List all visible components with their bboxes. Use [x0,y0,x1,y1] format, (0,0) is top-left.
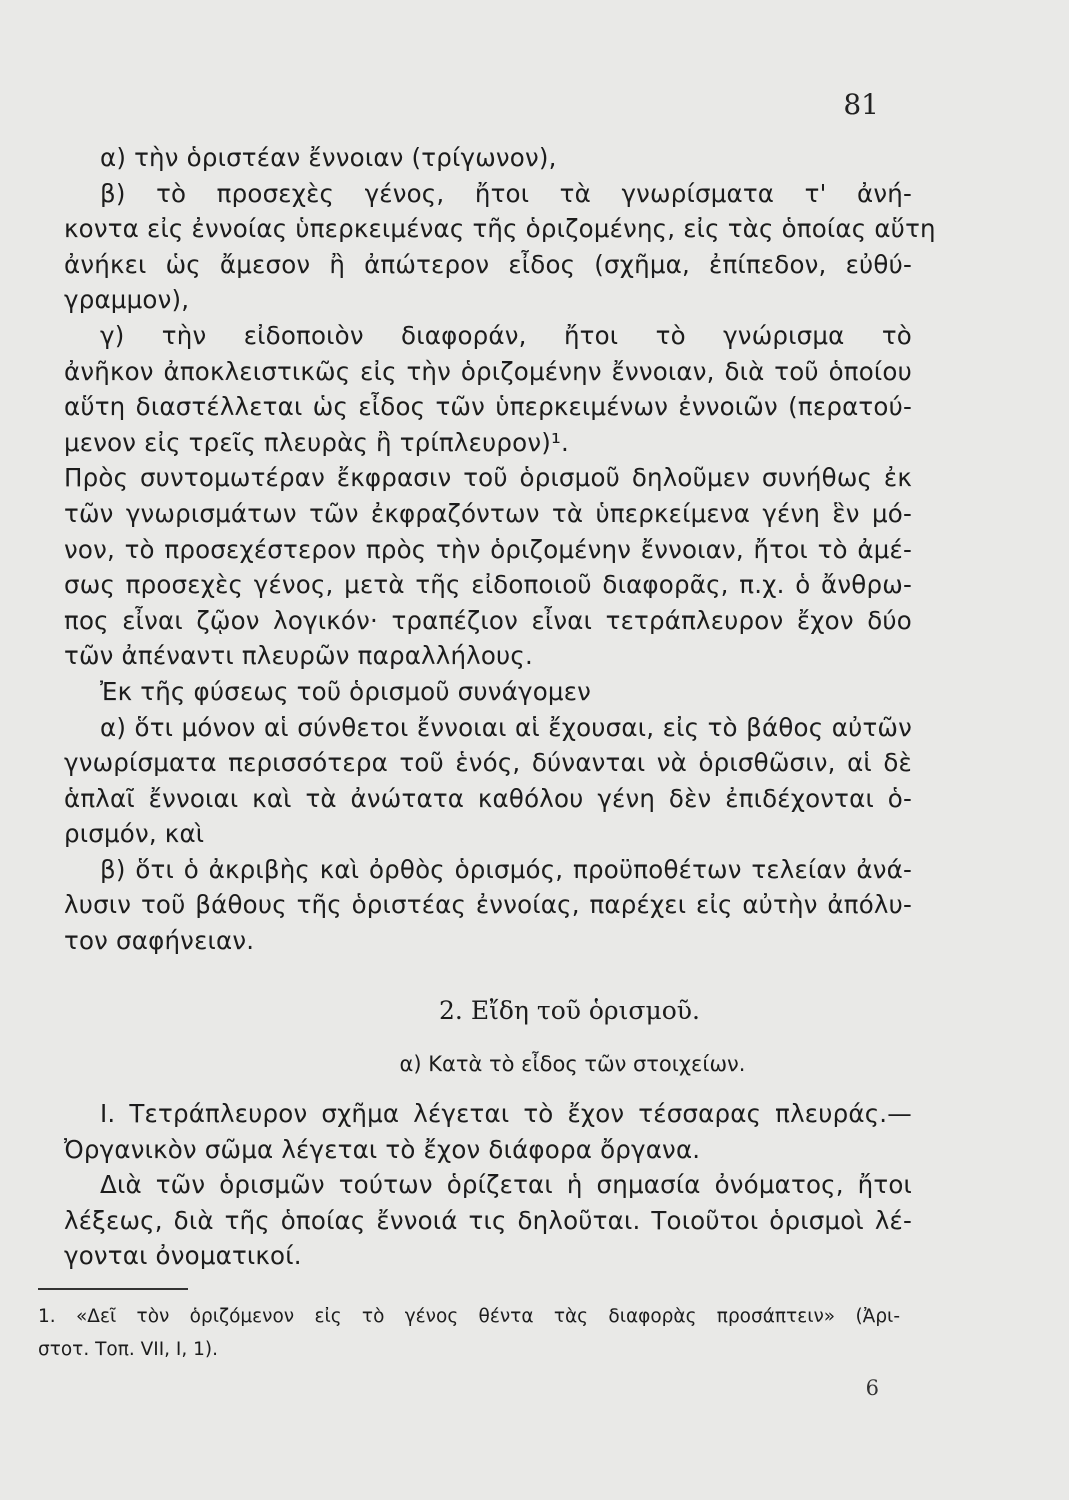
main-text [64,140,936,959]
text-line: Διὰ τῶν ὁρισμῶν τούτων ὁρίζεται ἡ σημασία ὀνόματος, ἤτοι [100,1170,912,1200]
footnote-line: στοτ. Τοπ. VII, I, 1). [38,1339,219,1360]
text-line: ἀνῆκον ἀποκλειστικῶς εἰς τὴν ὁριζομένην ἔννοιαν, διὰ τοῦ ὁποίου [64,356,912,386]
section-text [64,1096,912,1274]
text-line: ἁπλαῖ ἔννοιαι καὶ τὰ ἀνώτατα καθόλου γένη δὲν ἐπιδέχονται ὁ- [64,783,912,813]
text-line: πος εἶναι ζῷον λογικόν· τραπέζιον εἶναι τετράπλευρον ἔχον δύο [64,605,912,635]
page-number: 81 [843,88,879,121]
text-line: αὕτη διαστέλλεται ὡς εἶδος τῶν ὑπερκειμένων ἐννοιῶν (περατού- [64,392,912,422]
text-line: I. Τετράπλευρον σχῆμα λέγεται τὸ ἔχον τέσσαρας πλευράς.— [100,1099,912,1128]
footnote-divider [38,1288,188,1290]
text-line: νον, τὸ προσεχέστερον πρὸς τὴν ὁριζομένην ἔννοιαν, ἤτοι τὸ ἀμέ- [64,534,912,564]
footnote [38,1300,900,1366]
text-line: μενον εἰς τρεῖς πλευρὰς ἢ τρίπλευρον)¹. [64,427,569,457]
text-line: β) τὸ προσεχὲς γένος, ἤτοι τὰ γνωρίσματα τ' ἀνή- [100,178,912,208]
text-line: γονται ὀνοματικοί. [64,1241,302,1271]
text-line: Πρὸς συντομωτέραν ἔκφρασιν τοῦ ὁρισμοῦ δηλοῦμεν συνήθως ἐκ [64,463,912,493]
text-line: γ) τὴν εἰδοποιὸν διαφοράν, ἤτοι τὸ γνώρισμα τὸ [100,320,912,350]
text-line: τον σαφήνειαν. [64,926,255,956]
text-line: ἀνήκει ὡς ἄμεσον ἢ ἀπώτερον εἶδος (σχῆμα, ἐπίπεδον, εὐθύ- [64,249,912,279]
section-subheading: α) Κατὰ τὸ εἶδος τῶν στοιχείων. [399,1052,746,1076]
text-line: γραμμον), [64,285,190,315]
text-line: γνωρίσματα περισσότερα τοῦ ἑνός, δύνανται νὰ ὁρισθῶσιν, αἱ δὲ [64,748,912,778]
text-line: ρισμόν, καὶ [64,819,205,849]
text-line: σως προσεχὲς γένος, μετὰ τῆς εἰδοποιοῦ διαφορᾶς, π.χ. ὁ ἄνθρω- [64,570,912,600]
text-line: κοντα εἰς ἐννοίας ὑπερκειμένας τῆς ὁριζομένης, εἰς τὰς ὁποίας αὕτη [64,214,936,244]
text-line: Ἐκ τῆς φύσεως τοῦ ὁρισμοῦ συνάγομεν [100,676,592,706]
text-line: τῶν γνωρισμάτων τῶν ἐκφραζόντων τὰ ὑπερκείμενα γένη ἓν μό- [64,498,912,528]
signature-mark: 6 [865,1376,879,1400]
footnote-line: 1. «Δεῖ τὸν ὁριζόμενον εἰς τὸ γένος θέντα τὰς διαφορὰς προσάπτειν» (Ἀρι- [38,1306,900,1327]
text-line: Ὀργανικὸν σῶμα λέγεται τὸ ἔχον διάφορα ὄργανα. [64,1134,701,1164]
text-line: λυσιν τοῦ βάθους τῆς ὁριστέας ἐννοίας, παρέχει εἰς αὐτὴν ἀπόλυ- [64,890,912,920]
text-line: λέξεως, διὰ τῆς ὁποίας ἔννοιά τις δηλοῦται. Τοιοῦτοι ὁρισμοὶ λέ- [64,1205,912,1235]
section-heading: 2. Εἴδη τοῦ ὁρισμοῦ. [439,996,700,1025]
text-line: α) τὴν ὁριστέαν ἔννοιαν (τρίγωνον), [100,143,557,172]
text-line: τῶν ἀπέναντι πλευρῶν παραλλήλους. [64,641,534,671]
text-line: β) ὅτι ὁ ἀκριβὴς καὶ ὀρθὸς ὁρισμός, προϋποθέτων τελείαν ἀνά- [100,854,912,884]
text-line: α) ὅτι μόνον αἱ σύνθετοι ἔννοιαι αἱ ἔχουσαι, εἰς τὸ βάθος αὐτῶν [100,712,912,742]
